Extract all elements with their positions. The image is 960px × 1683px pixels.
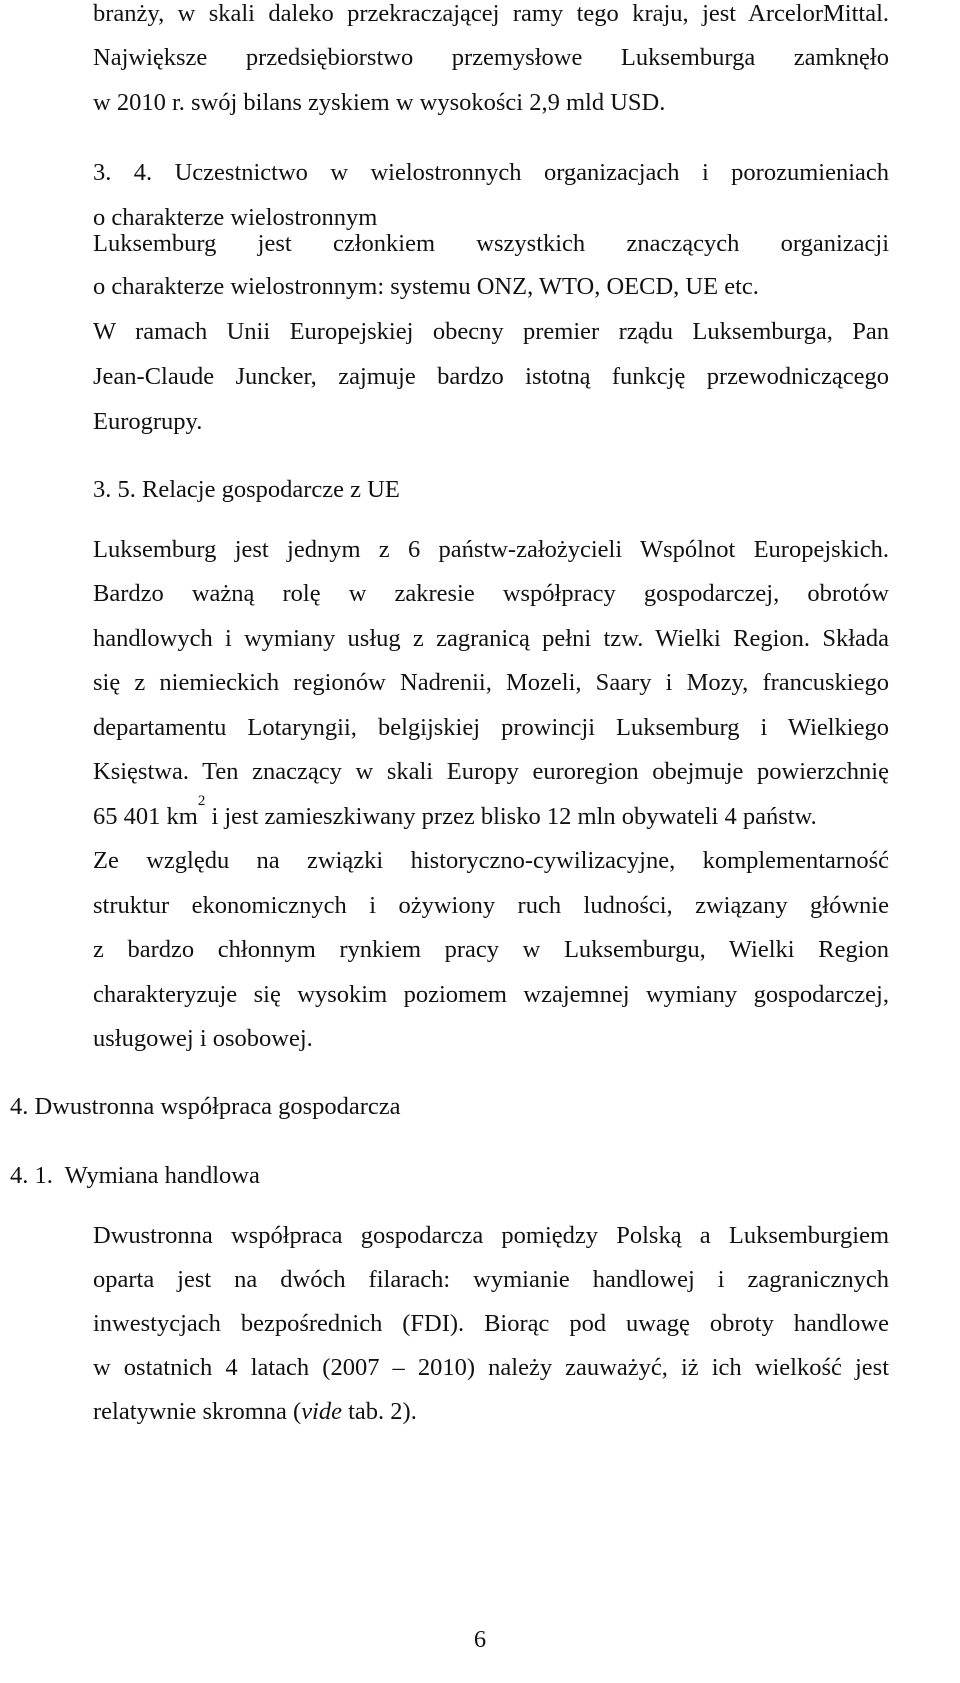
section-4-1-line: oparta jest na dwóch filarach: wymianie handlowej i zagranicznych <box>93 1266 889 1293</box>
section-3-5-line: Luksemburg jest jednym z 6 państw-założycieli Wspólnot Europejskich. <box>93 536 889 563</box>
section-3-5-line: departamentu Lotaryngii, belgijskiej prowincji Luksemburg i Wielkiego <box>93 714 889 741</box>
section-3-5-line: struktur ekonomicznych i ożywiony ruch ludności, związany głównie <box>93 892 889 919</box>
section-3-5-heading: 3. 5. Relacje gospodarcze z UE <box>93 476 400 503</box>
intro-line-3: w 2010 r. swój bilans zyskiem w wysokości 2,9 mld USD. <box>93 89 666 116</box>
vide-italic: vide <box>301 1398 342 1425</box>
section-3-4-para-2-line-1: W ramach Unii Europejskiej obecny premier rządu Luksemburga, Pan <box>93 318 889 345</box>
section-4-heading: 4. Dwustronna współpraca gospodarcza <box>10 1093 401 1120</box>
section-3-5-line: handlowych i wymiany usług z zagranicą pełni tzw. Wielki Region. Składa <box>93 625 889 652</box>
last-line-end: tab. 2). <box>342 1398 417 1425</box>
section-3-4-heading-line-2: o charakterze wielostronnym <box>93 204 378 231</box>
section-3-4-para-2-line-2: Jean-Claude Juncker, zajmuje bardzo istotną funkcję przewodniczącego <box>93 363 889 390</box>
section-3-5-line: Ze względu na związki historyczno-cywilizacyjne, komplementarność <box>93 847 889 874</box>
section-3-5-line: z bardzo chłonnym rynkiem pracy w Luksemburgu, Wielki Region <box>93 936 889 963</box>
area-unit-superscript: 2 <box>197 793 206 809</box>
section-3-5-line: usługowej i osobowej. <box>93 1025 313 1052</box>
section-4-1-line: Dwustronna współpraca gospodarcza pomiędzy Polską a Luksemburgiem <box>93 1222 889 1249</box>
intro-line-2: Największe przedsiębiorstwo przemysłowe Luksemburga zamknęło <box>93 44 889 71</box>
section-3-5-line: Księstwa. Ten znaczący w skali Europy euroregion obejmuje powierzchnię <box>93 758 889 785</box>
section-3-5-line: Bardzo ważną rolę w zakresie współpracy gospodarczej, obrotów <box>93 580 889 607</box>
section-4-1-heading: 4. 1. Wymiana handlowa <box>10 1162 260 1189</box>
area-value: 65 401 km <box>93 803 198 830</box>
section-3-5-line: się z niemieckich regionów Nadrenii, Mozeli, Saary i Mozy, francuskiego <box>93 669 889 696</box>
area-line-rest: i jest zamieszkiwany przez blisko 12 mln obywateli 4 państw. <box>205 803 817 830</box>
section-3-4-heading-line-1: 3. 4. Uczestnictwo w wielostronnych organizacjach i porozumieniach <box>93 159 889 186</box>
section-3-4-para-2-line-3: Eurogrupy. <box>93 408 203 435</box>
intro-line-1: branży, w skali daleko przekraczającej ramy tego kraju, jest ArcelorMittal. <box>93 0 889 27</box>
section-3-4-para-1-line-2: o charakterze wielostronnym: systemu ONZ, WTO, OECD, UE etc. <box>93 273 759 300</box>
page-number: 6 <box>473 1626 487 1653</box>
section-4-1-line: inwestycjach bezpośrednich (FDI). Biorąc pod uwagę obroty handlowe <box>93 1310 889 1337</box>
section-4-1-last-line <box>93 1400 417 1425</box>
section-4-1-line: w ostatnich 4 latach (2007 – 2010) należy zauważyć, iż ich wielkość jest <box>93 1354 889 1381</box>
section-3-4-para-1-line-1: Luksemburg jest członkiem wszystkich znaczących organizacji <box>93 230 889 257</box>
section-3-5-line: charakteryzuje się wysokim poziomem wzajemnej wymiany gospodarczej, <box>93 981 889 1008</box>
section-3-5-area-line <box>93 793 889 830</box>
last-line-start: relatywnie skromna ( <box>93 1398 302 1425</box>
